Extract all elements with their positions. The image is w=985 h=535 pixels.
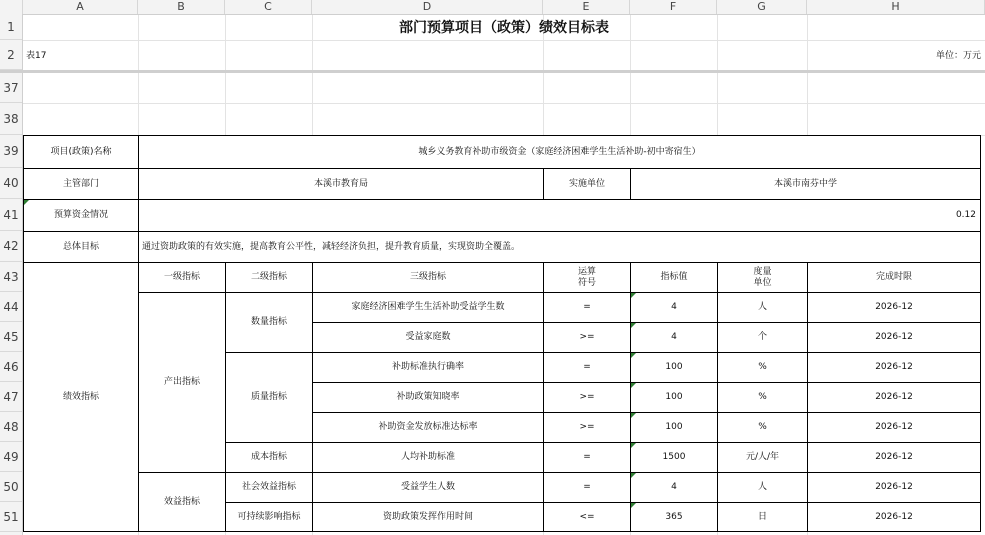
header-time: 完成时限 (807, 262, 981, 293)
impl-label: 实施单位 (543, 168, 631, 200)
indicator-op[interactable]: = (543, 472, 631, 503)
page-title: 部门预算项目（政策）绩效目标表 (399, 19, 609, 36)
indicator-name[interactable]: 补助政策知晓率 (312, 382, 544, 413)
indicator-name[interactable]: 人均补助标准 (312, 442, 544, 473)
header-level1: 一级指标 (138, 262, 226, 293)
column-header-c[interactable]: C (225, 0, 312, 14)
group-quantity: 数量指标 (225, 292, 313, 353)
row-header-38[interactable]: 38 (0, 103, 22, 135)
column-header-f[interactable]: F (630, 0, 717, 14)
error-indicator-icon (631, 473, 636, 478)
indicator-name[interactable]: 受益学生人数 (312, 472, 544, 503)
row-header-49[interactable]: 49 (0, 442, 22, 472)
header-level3: 三级指标 (312, 262, 544, 293)
indicator-value[interactable]: 1500 (630, 442, 718, 473)
indicator-time[interactable]: 2026-12 (807, 352, 981, 383)
indicator-time[interactable]: 2026-12 (807, 472, 981, 503)
indicator-unit[interactable]: 个 (717, 322, 808, 353)
dept-value[interactable]: 本溪市教育局 (138, 168, 544, 200)
indicator-time[interactable]: 2026-12 (807, 502, 981, 532)
row-header-1[interactable]: 1 (0, 14, 22, 40)
column-header-b[interactable]: B (138, 0, 225, 14)
indicator-op[interactable]: = (543, 292, 631, 323)
indicator-time[interactable]: 2026-12 (807, 292, 981, 323)
indicator-value[interactable]: 100 (630, 382, 718, 413)
error-indicator-icon (631, 323, 636, 328)
funds-value[interactable]: 0.12 (138, 199, 981, 232)
group-benefit: 效益指标 (138, 472, 226, 532)
indicator-unit[interactable]: % (717, 412, 808, 443)
dept-label: 主管部门 (23, 168, 139, 200)
error-indicator-icon (631, 503, 636, 508)
header-operator: 运算 符号 (543, 262, 631, 293)
indicator-name[interactable]: 资助政策发挥作用时间 (312, 502, 544, 532)
indicator-value[interactable]: 100 (630, 412, 718, 443)
group-quality: 质量指标 (225, 352, 313, 443)
indicator-time[interactable]: 2026-12 (807, 412, 981, 443)
row-header-45[interactable]: 45 (0, 322, 22, 352)
column-header-bar (0, 0, 985, 15)
indicator-unit[interactable]: 元/人/年 (717, 442, 808, 473)
row-header-51[interactable]: 51 (0, 502, 22, 532)
indicator-value[interactable]: 4 (630, 292, 718, 323)
row-header-42[interactable]: 42 (0, 231, 22, 262)
column-header-g[interactable]: G (717, 0, 807, 14)
error-indicator-icon (631, 383, 636, 388)
unit-label: 单位：万元 (935, 50, 981, 61)
project-name-value[interactable]: 城乡义务教育补助市级资金（家庭经济困难学生生活补助-初中寄宿生） (138, 135, 981, 169)
row-header-39[interactable]: 39 (0, 135, 22, 168)
header-level2: 二级指标 (225, 262, 313, 293)
column-header-e[interactable]: E (543, 0, 630, 14)
project-name-label: 项目(政策)名称 (23, 135, 139, 169)
group-output: 产出指标 (138, 292, 226, 473)
row-header-43[interactable]: 43 (0, 262, 22, 292)
header-unit: 度量 单位 (717, 262, 808, 293)
indicator-time[interactable]: 2026-12 (807, 442, 981, 473)
indicator-op[interactable]: >= (543, 382, 631, 413)
indicator-unit[interactable]: 人 (717, 472, 808, 503)
row-header-2[interactable]: 2 (0, 40, 22, 70)
group-sustain: 可持续影响指标 (225, 502, 313, 532)
error-indicator-icon (631, 293, 636, 298)
column-header-h[interactable]: H (807, 0, 985, 14)
indicator-unit[interactable]: 人 (717, 292, 808, 323)
select-all-corner[interactable] (0, 0, 23, 14)
error-indicator-icon (631, 413, 636, 418)
indicator-value[interactable]: 100 (630, 352, 718, 383)
indicator-op[interactable]: <= (543, 502, 631, 532)
indicator-unit[interactable]: 日 (717, 502, 808, 532)
indicator-op[interactable]: >= (543, 412, 631, 443)
indicator-name[interactable]: 补助资金发放标准达标率 (312, 412, 544, 443)
column-header-a[interactable]: A (23, 0, 138, 14)
indicator-unit[interactable]: % (717, 382, 808, 413)
row-header-41[interactable]: 41 (0, 199, 22, 231)
row-header-50[interactable]: 50 (0, 472, 22, 502)
impl-value[interactable]: 本溪市南芬中学 (630, 168, 981, 200)
indicator-value[interactable]: 4 (630, 322, 718, 353)
indicator-op[interactable]: = (543, 442, 631, 473)
group-cost: 成本指标 (225, 442, 313, 473)
row-header-47[interactable]: 47 (0, 382, 22, 412)
perf-label: 绩效指标 (23, 262, 139, 532)
row-header-37[interactable]: 37 (0, 73, 22, 103)
indicator-time[interactable]: 2026-12 (807, 322, 981, 353)
error-indicator-icon (24, 200, 29, 205)
indicator-name[interactable]: 补助标准执行确率 (312, 352, 544, 383)
indicator-value[interactable]: 4 (630, 472, 718, 503)
indicator-op[interactable]: >= (543, 322, 631, 353)
indicator-time[interactable]: 2026-12 (807, 382, 981, 413)
goal-label: 总体目标 (23, 231, 139, 263)
error-indicator-icon (631, 353, 636, 358)
group-social: 社会效益指标 (225, 472, 313, 503)
indicator-value[interactable]: 365 (630, 502, 718, 532)
column-header-d[interactable]: D (312, 0, 543, 14)
row-header-48[interactable]: 48 (0, 412, 22, 442)
table-number: 表17 (26, 50, 47, 61)
row-header-40[interactable]: 40 (0, 168, 22, 199)
row-header-44[interactable]: 44 (0, 292, 22, 322)
indicator-unit[interactable]: % (717, 352, 808, 383)
goal-value[interactable]: 通过资助政策的有效实施，提高教育公平性，减轻经济负担，提升教育质量，实现资助全覆盖。 (138, 231, 981, 263)
indicator-name[interactable]: 家庭经济困难学生生活补助受益学生数 (312, 292, 544, 323)
header-target: 指标值 (630, 262, 718, 293)
indicator-op[interactable]: = (543, 352, 631, 383)
row-header-46[interactable]: 46 (0, 352, 22, 382)
error-indicator-icon (631, 443, 636, 448)
funds-label: 预算资金情况 (23, 199, 139, 232)
row-header-bar (0, 14, 23, 535)
indicator-name[interactable]: 受益家庭数 (312, 322, 544, 353)
